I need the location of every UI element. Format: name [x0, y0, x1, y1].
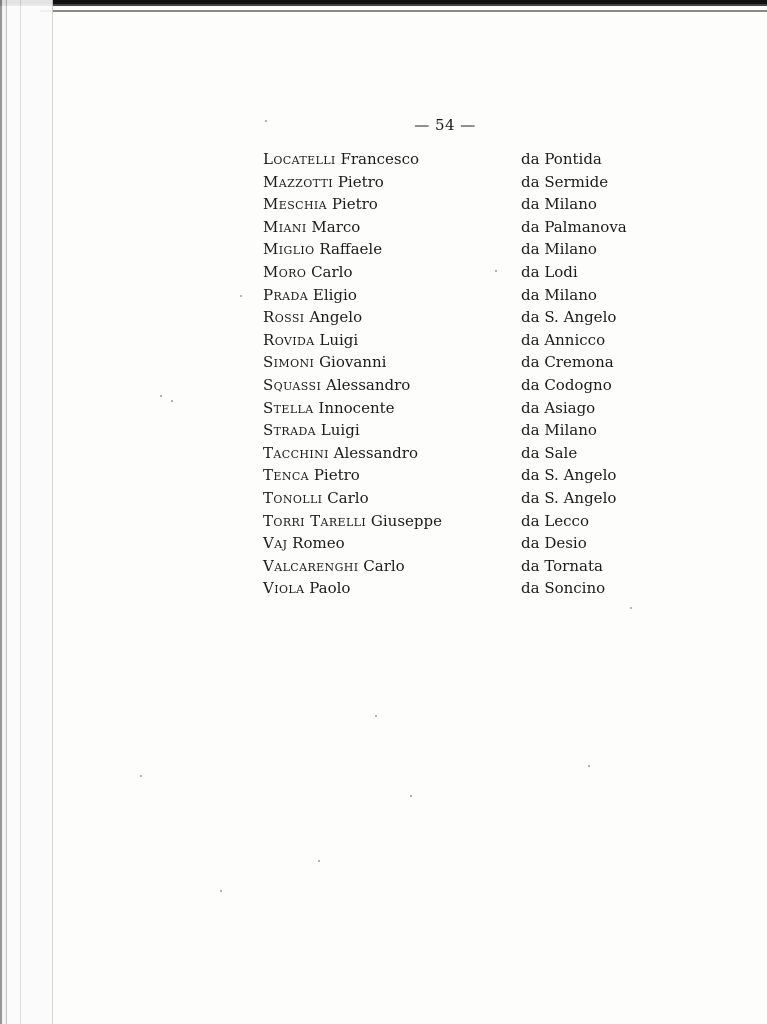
- person-name: [263, 238, 382, 261]
- place-of-origin: da S. Angelo: [521, 466, 617, 485]
- surname: Mazzotti: [263, 172, 334, 191]
- given-name: Giuseppe: [370, 511, 443, 530]
- person-name: [263, 532, 345, 555]
- page-top-edge: [0, 0, 767, 16]
- list-item: [263, 351, 663, 374]
- person-name: [263, 464, 360, 487]
- name-list: [263, 148, 663, 600]
- list-item: [263, 510, 663, 533]
- person-name: [263, 261, 352, 284]
- person-name: [263, 148, 419, 171]
- surname: Strada: [263, 421, 317, 440]
- surname: Miglio: [263, 240, 315, 259]
- surname: Locatelli: [263, 150, 336, 168]
- given-name: Pietro: [331, 195, 378, 214]
- scan-speck: [265, 120, 267, 122]
- surname: Viola: [263, 579, 305, 598]
- surname: Rovida: [263, 330, 315, 349]
- place-of-origin: da S. Angelo: [521, 308, 617, 327]
- list-item: [263, 487, 663, 510]
- list-item: [263, 419, 663, 442]
- person-name: [263, 442, 418, 465]
- surname: Tonolli: [263, 488, 323, 507]
- given-name: Angelo: [309, 308, 363, 327]
- person-name: [263, 374, 410, 397]
- place-of-origin: da Milano: [521, 421, 597, 440]
- person-name: [263, 397, 395, 420]
- scan-speck: [140, 775, 142, 777]
- given-name: Carlo: [327, 488, 369, 507]
- place-of-origin: da S. Angelo: [521, 488, 617, 507]
- given-name: Carlo: [311, 262, 353, 281]
- given-name: Pietro: [337, 172, 384, 191]
- page-number: — 54 —: [414, 116, 476, 134]
- list-item: [263, 261, 663, 284]
- given-name: Luigi: [319, 330, 359, 349]
- list-item: [263, 306, 663, 329]
- surname: Torri Tarelli: [263, 511, 367, 530]
- place-of-origin: da Sermide: [521, 172, 609, 191]
- given-name: Pietro: [313, 466, 360, 485]
- given-name: Alessandro: [333, 443, 418, 462]
- list-item: [263, 238, 663, 261]
- surname: Miani: [263, 217, 307, 236]
- given-name: Francesco: [340, 150, 420, 168]
- surname: Tacchini: [263, 443, 329, 462]
- place-of-origin: da Cremona: [521, 353, 614, 372]
- surname: Simoni: [263, 353, 315, 372]
- place-of-origin: da Codogno: [521, 375, 612, 394]
- list-item: [263, 397, 663, 420]
- place-of-origin: da Milano: [521, 240, 597, 259]
- given-name: Luigi: [320, 421, 360, 440]
- place-of-origin: da Sale: [521, 443, 578, 462]
- surname: Valcarenghi: [263, 556, 359, 575]
- list-item: [263, 532, 663, 555]
- given-name: Giovanni: [319, 353, 387, 372]
- list-item: [263, 148, 663, 171]
- given-name: Eligio: [312, 285, 357, 304]
- person-name: [263, 193, 378, 216]
- given-name: Raffaele: [319, 240, 383, 259]
- scan-speck: [160, 395, 162, 397]
- place-of-origin: da Milano: [521, 195, 597, 214]
- person-name: [263, 487, 369, 510]
- scan-speck: [318, 860, 320, 862]
- list-item: [263, 284, 663, 307]
- list-item: [263, 193, 663, 216]
- place-of-origin: da Soncino: [521, 579, 606, 598]
- person-name: [263, 329, 358, 352]
- given-name: Innocente: [318, 398, 395, 417]
- person-name: [263, 419, 360, 442]
- surname: Stella: [263, 398, 314, 417]
- place-of-origin: da Annicco: [521, 330, 606, 349]
- place-of-origin: da Milano: [521, 285, 597, 304]
- place-of-origin: da Lecco: [521, 511, 589, 530]
- surname: Squassi: [263, 375, 322, 394]
- list-item: [263, 374, 663, 397]
- list-item: [263, 577, 663, 600]
- person-name: [263, 351, 386, 374]
- given-name: Carlo: [363, 556, 405, 575]
- surname: Prada: [263, 285, 309, 304]
- list-item: [263, 216, 663, 239]
- given-name: Marco: [311, 217, 361, 236]
- place-of-origin: da Desio: [521, 534, 587, 553]
- place-of-origin: da Asiago: [521, 398, 596, 417]
- list-item: [263, 555, 663, 578]
- person-name: [263, 284, 357, 307]
- person-name: [263, 306, 362, 329]
- place-of-origin: da Palmanova: [521, 217, 627, 236]
- scan-speck: [630, 607, 632, 609]
- surname: Vaj: [263, 534, 288, 553]
- place-of-origin: da Lodi: [521, 262, 578, 281]
- list-item: [263, 329, 663, 352]
- list-item: [263, 464, 663, 487]
- scan-speck: [171, 400, 173, 402]
- given-name: Romeo: [292, 534, 345, 553]
- page-binding-edge: [0, 0, 58, 1024]
- surname: Rossi: [263, 308, 305, 327]
- place-of-origin: da Pontida: [521, 150, 602, 168]
- person-name: [263, 577, 350, 600]
- surname: Tenca: [263, 466, 310, 485]
- list-item: [263, 442, 663, 465]
- given-name: Alessandro: [325, 375, 411, 394]
- place-of-origin: da Tornata: [521, 556, 603, 575]
- person-name: [263, 555, 405, 578]
- person-name: [263, 510, 442, 533]
- given-name: Paolo: [309, 579, 351, 598]
- scan-speck: [495, 270, 497, 272]
- person-name: [263, 216, 360, 239]
- scan-speck: [588, 765, 590, 767]
- person-name: [263, 171, 384, 194]
- scan-speck: [375, 715, 377, 717]
- scan-speck: [240, 295, 242, 297]
- surname: Moro: [263, 262, 307, 281]
- list-item: [263, 171, 663, 194]
- surname: Meschia: [263, 195, 328, 214]
- scan-speck: [410, 795, 412, 797]
- scan-speck: [220, 890, 222, 892]
